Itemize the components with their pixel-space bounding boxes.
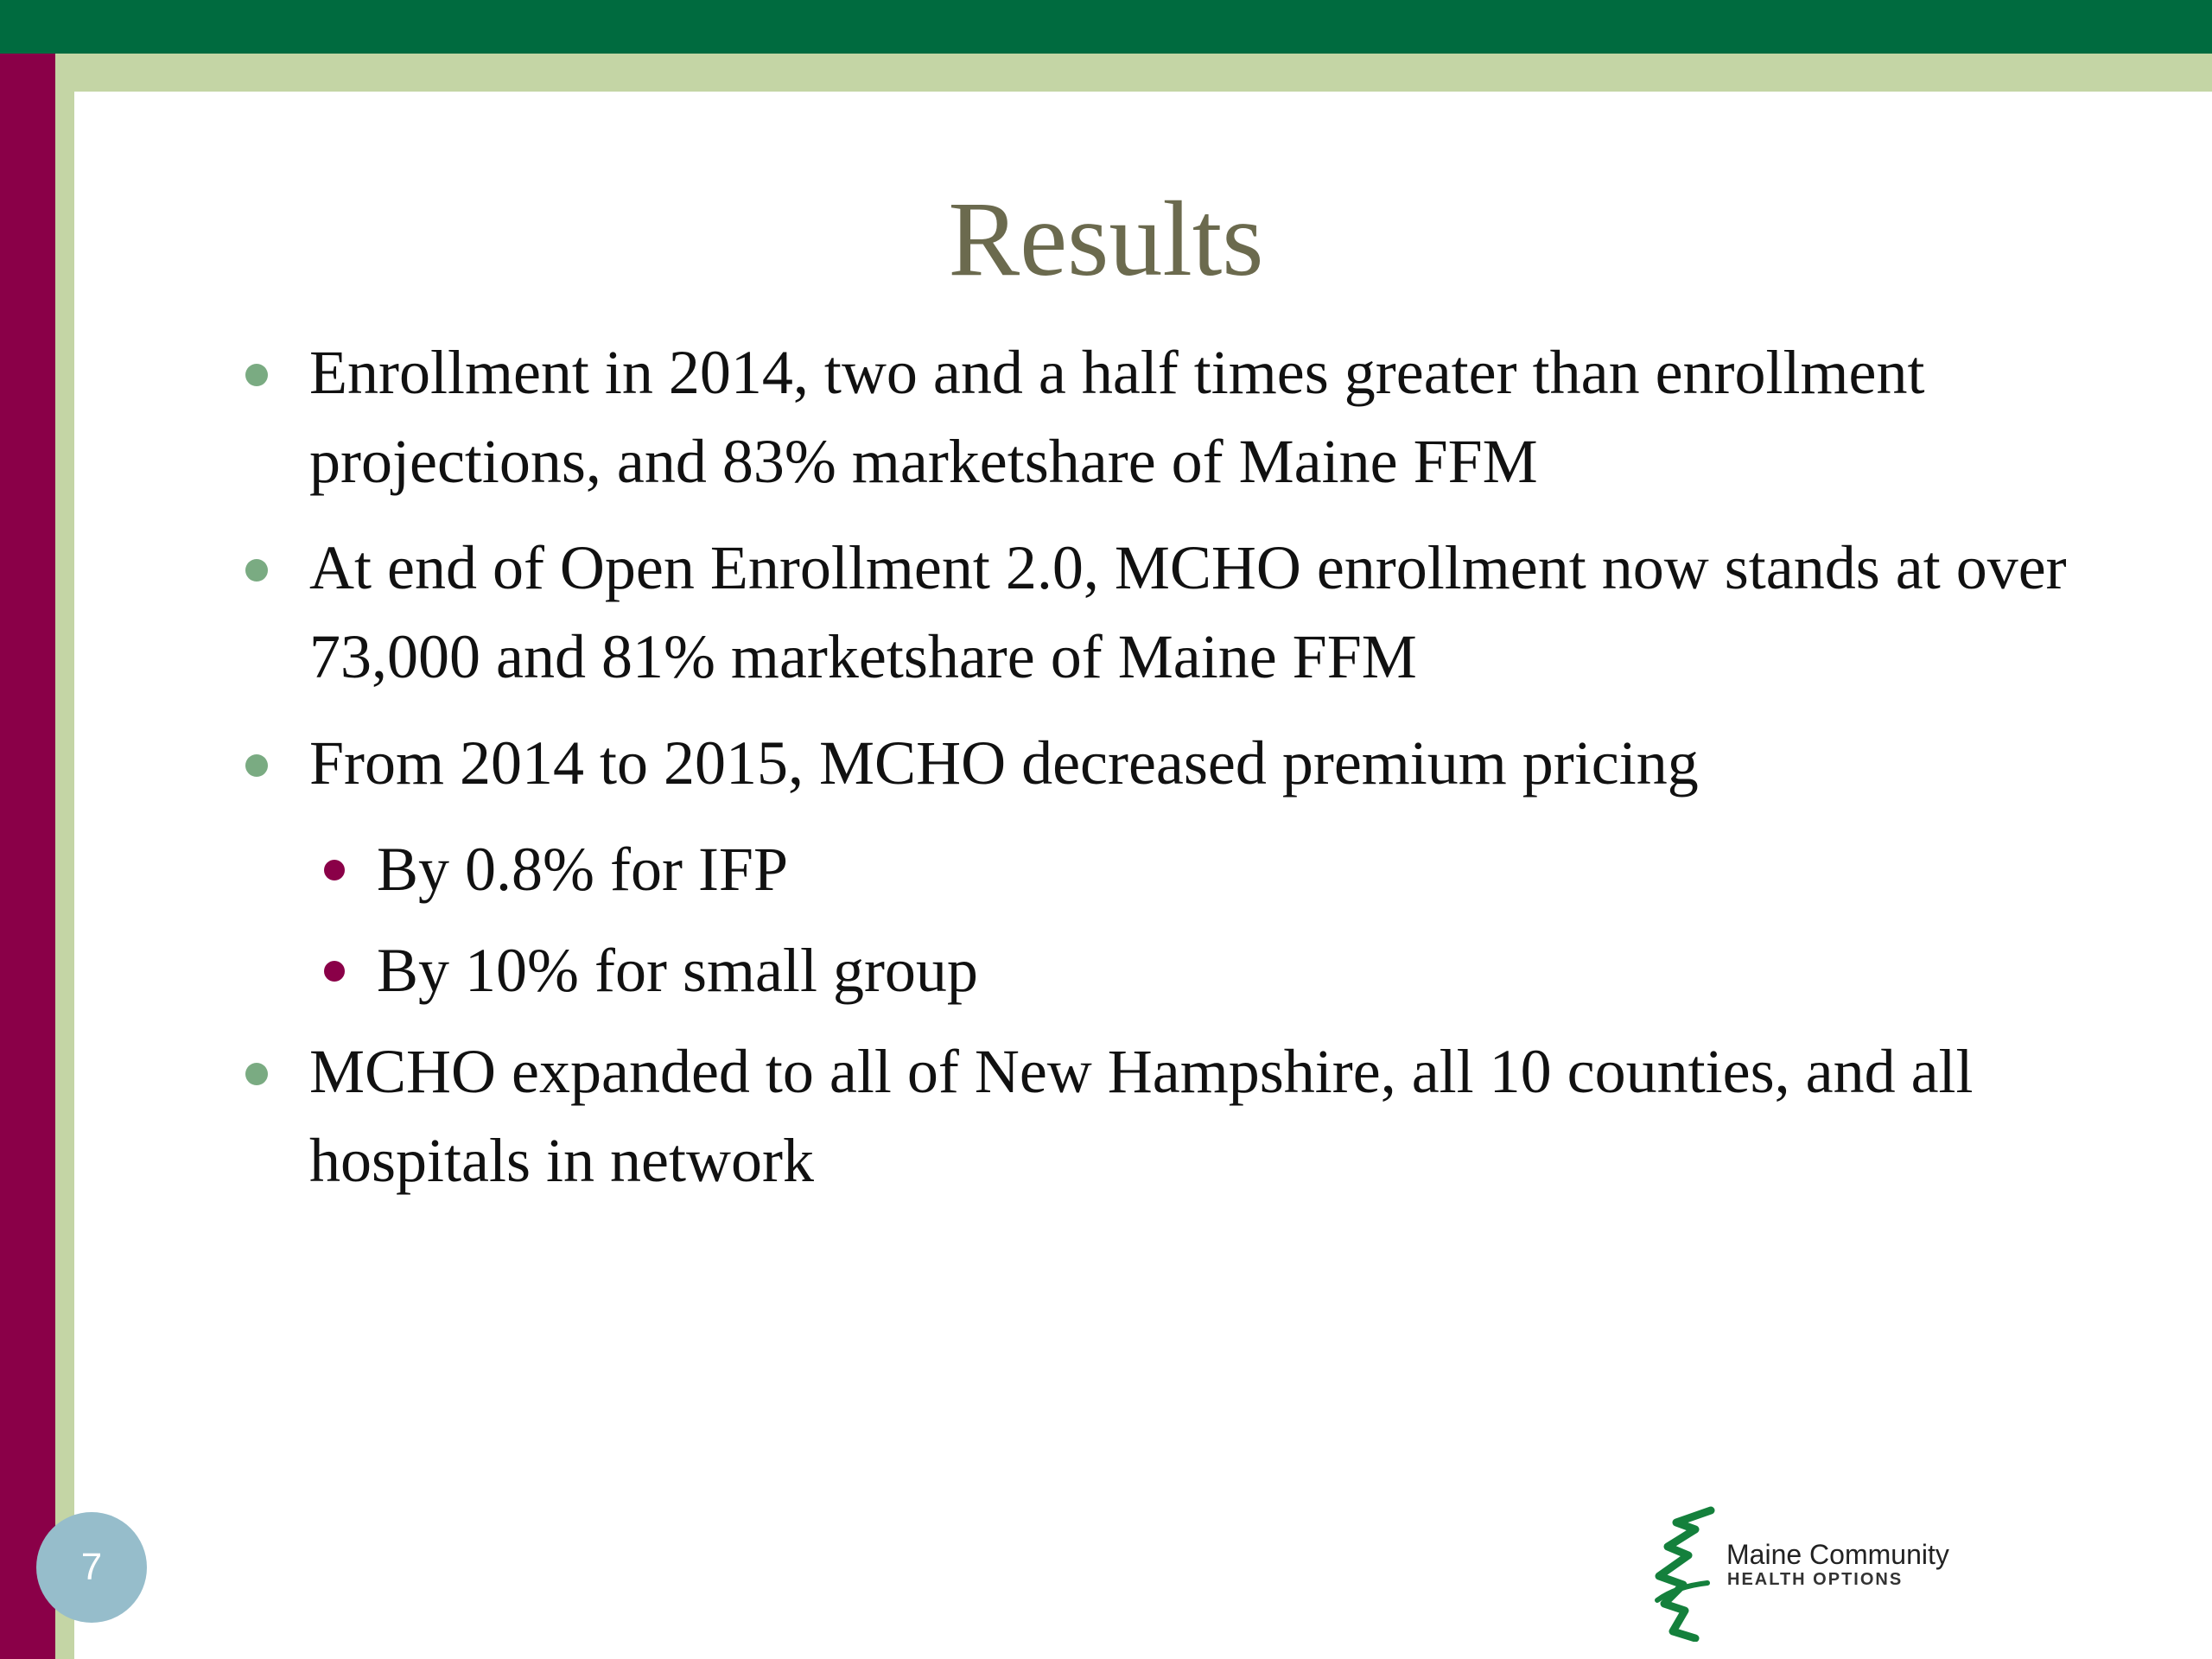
- bullet-dot-icon: [245, 1063, 268, 1085]
- logo-tagline: HEALTH OPTIONS: [1727, 1570, 1904, 1589]
- page-number-badge: 7: [36, 1512, 147, 1623]
- bullet-item: [242, 719, 2108, 808]
- bullet-item: [242, 1027, 2108, 1205]
- sub-bullet-dot-icon: [324, 860, 345, 880]
- sub-bullet-item: [242, 825, 2108, 914]
- sub-bullet-item: [242, 926, 2108, 1015]
- slide-title: Results: [948, 180, 1264, 298]
- company-logo: [1650, 1503, 1961, 1642]
- bullet-dot-icon: [245, 364, 268, 386]
- sub-bullet-text: By 10% for small group: [377, 936, 978, 1005]
- bullet-list: [242, 328, 2108, 1223]
- bullet-item: [242, 328, 2108, 506]
- sub-bullet-dot-icon: [324, 961, 345, 982]
- top-green-band: [0, 0, 2212, 54]
- bullet-text: At end of Open Enrollment 2.0, MCHO enrollment now stands at over 73,000 and 81% marketshare of Maine FFM: [309, 533, 2067, 691]
- bullet-text: MCHO expanded to all of New Hampshire, all 10 counties, and all hospitals in network: [309, 1037, 1974, 1195]
- bullet-text: From 2014 to 2015, MCHO decreased premium pricing: [309, 728, 1699, 798]
- inner-top-band: [55, 54, 2212, 92]
- wave-logo-icon: [1650, 1503, 1728, 1642]
- bullet-text: Enrollment in 2014, two and a half times greater than enrollment projections, and 83% marketshare of Maine FFM: [309, 338, 1925, 496]
- bullet-dot-icon: [245, 559, 268, 582]
- bullet-item: [242, 524, 2108, 702]
- bullet-dot-icon: [245, 754, 268, 777]
- sub-bullet-text: By 0.8% for IFP: [377, 835, 789, 904]
- logo-name: Maine Community: [1726, 1539, 1949, 1570]
